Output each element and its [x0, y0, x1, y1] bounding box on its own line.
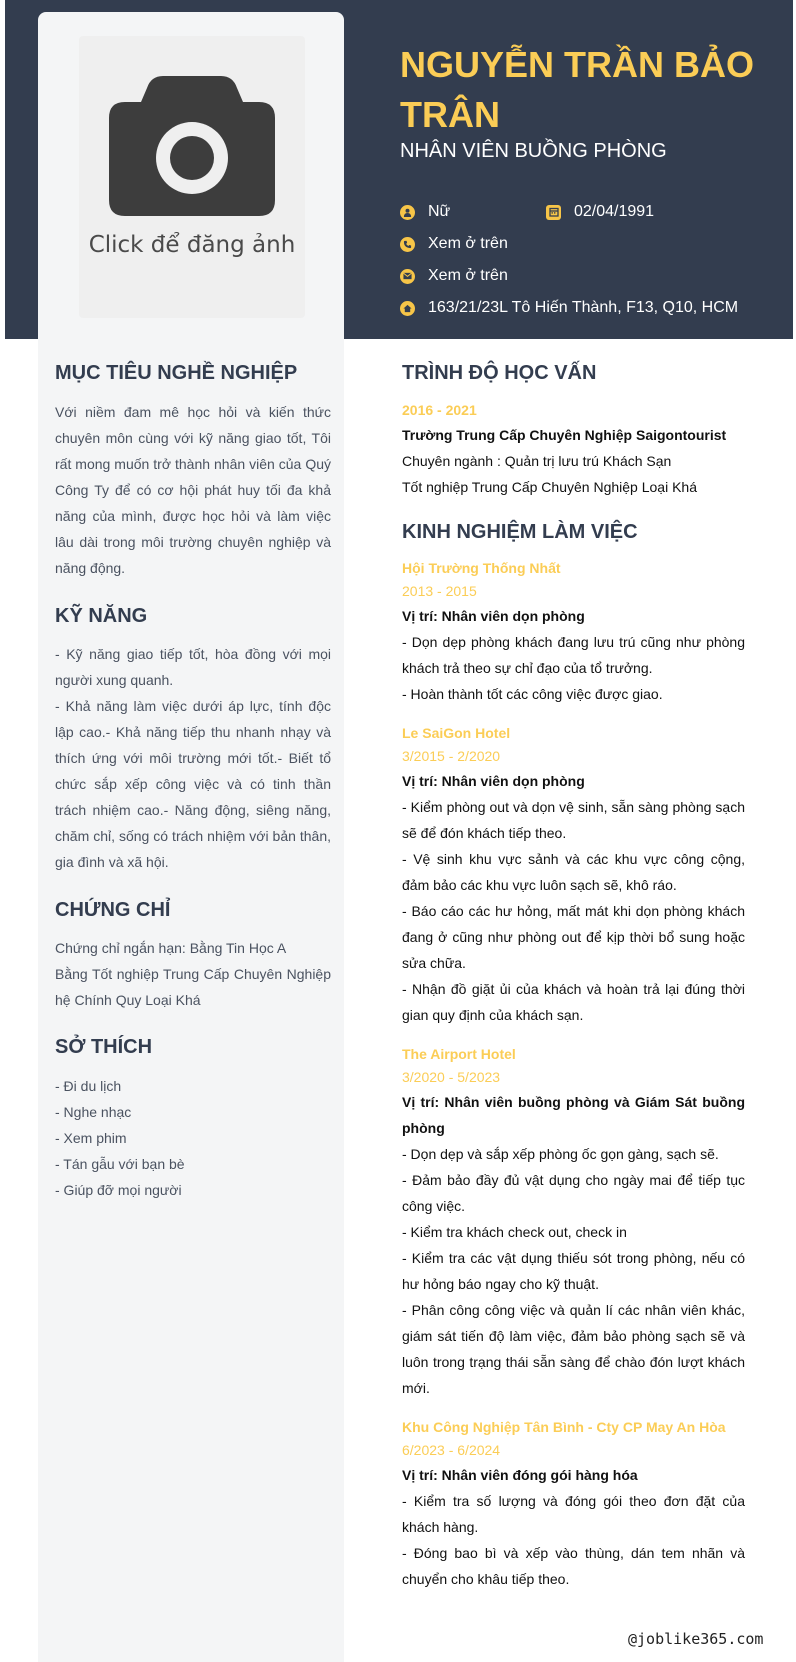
- job-duty: - Dọn dẹp và sắp xếp phòng ốc gọn gàng, sạch sẽ.: [402, 1146, 719, 1162]
- education-block: [402, 399, 745, 500]
- skills-title: KỸ NĂNG: [55, 605, 148, 627]
- job-period: 2013 - 2015: [402, 583, 477, 599]
- camera-icon: [107, 74, 277, 222]
- job-title: NHÂN VIÊN BUỒNG PHÒNG: [400, 140, 667, 162]
- job-duty: - Kiểm phòng out và dọn vệ sinh, sẵn sàng phòng sạch sẽ để đón khách tiếp theo.: [402, 799, 745, 841]
- skills-list: [55, 641, 331, 875]
- skill-item: - Khả năng làm việc dưới áp lực, tính độc lập cao.- Khả năng tiếp thu nhanh nhạy và thích ứng với môi trường mới tốt.- Biết tổ chức sắp xếp công việc và có tinh thần trách nhiệm cao.- Năng động, siêng năng, chăm chỉ, sống có trách nhiệm với bản thân, gia đình và xã hội.: [55, 698, 331, 870]
- calendar-icon: [546, 205, 561, 220]
- job-duty: - Dọn dẹp phòng khách đang lưu trú cũng như phòng khách trả theo sự chỉ đạo của tổ trưởng.: [402, 634, 745, 676]
- hobby-item: - Đi du lịch: [55, 1078, 122, 1094]
- job-duty: - Báo cáo các hư hỏng, mất mát khi dọn phòng khách đang ở cũng như phòng out để kịp thời bổ sung hoặc sửa chữa.: [402, 903, 745, 971]
- birthday-info: [546, 203, 654, 221]
- job-role: Vị trí: Nhân viên dọn phòng: [402, 608, 585, 624]
- email-value: Xem ở trên: [428, 267, 508, 284]
- job-role: Vị trí: Nhân viên buồng phòng và Giám Sát buồng phòng: [402, 1094, 745, 1136]
- job-company: The Airport Hotel: [402, 1046, 516, 1062]
- hobby-item: - Nghe nhạc: [55, 1104, 132, 1120]
- job-period: 3/2015 - 2/2020: [402, 748, 501, 764]
- education-major: Chuyên ngành : Quản trị lưu trú Khách Sạn: [402, 453, 672, 469]
- hobby-item: - Giúp đỡ mọi người: [55, 1182, 182, 1198]
- hobbies-list: [55, 1073, 331, 1203]
- certificate-item: Chứng chỉ ngắn hạn: Bằng Tin Học A: [55, 940, 287, 956]
- skill-item: - Kỹ năng giao tiếp tốt, hòa đồng với mọi người xung quanh.: [55, 646, 331, 688]
- envelope-icon: [400, 269, 415, 284]
- job-duty: - Đảm bảo đầy đủ vật dụng cho ngày mai để tiếp tục công việc.: [402, 1172, 745, 1214]
- job-company: Le SaiGon Hotel: [402, 725, 511, 741]
- job-duty: - Vệ sinh khu vực sảnh và các khu vực công cộng, đảm bảo các khu vực luôn sạch sẽ, khô ráo.: [402, 851, 745, 893]
- job-entry: [402, 1043, 745, 1401]
- phone-value: Xem ở trên: [428, 235, 508, 252]
- email-info: [400, 267, 508, 285]
- photo-upload-label: Click để đăng ảnh: [88, 232, 296, 258]
- job-duty: - Kiểm tra số lượng và đóng gói theo đơn đặt của khách hàng.: [402, 1493, 745, 1535]
- job-period: 6/2023 - 6/2024: [402, 1442, 501, 1458]
- phone-icon: [400, 237, 415, 252]
- job-company: Hội Trường Thống Nhất: [402, 560, 561, 576]
- address-info: [400, 299, 738, 317]
- job-entry: [402, 1416, 745, 1592]
- certificates-list: [55, 935, 331, 1013]
- job-duty: - Kiểm tra khách check out, check in: [402, 1224, 627, 1240]
- job-duty: - Đóng bao bì và xếp vào thùng, dán tem nhãn và chuyển cho khâu tiếp theo.: [402, 1545, 745, 1587]
- objective-text: [55, 399, 331, 581]
- education-result: Tốt nghiệp Trung Cấp Chuyên Nghiệp Loại Khá: [402, 479, 697, 495]
- phone-info: [400, 235, 508, 253]
- job-role: Vị trí: Nhân viên đóng gói hàng hóa: [402, 1467, 638, 1483]
- hobby-item: - Xem phim: [55, 1130, 127, 1146]
- birthday-value: 02/04/1991: [574, 203, 655, 220]
- experience-title: KINH NGHIỆM LÀM VIỆC: [402, 521, 638, 543]
- photo-upload[interactable]: [79, 36, 305, 318]
- objective-paragraph: Với niềm đam mê học hỏi và kiến thức chuyên môn cùng với kỹ năng giao tốt, Tôi rất mong muốn trở thành nhân viên của Quý Công Ty để có cơ hội phát huy tối đa khả năng của mình, được học hỏi và làm việc lâu dài trong môi trường chuyên nghiệp và năng động.: [55, 404, 331, 576]
- objective-title: MỤC TIÊU NGHỀ NGHIỆP: [55, 362, 298, 384]
- gender-info: [400, 203, 450, 221]
- watermark-footer: @joblike365.com: [628, 1630, 764, 1648]
- education-school: Trường Trung Cấp Chuyên Nghiệp Saigontourist: [402, 427, 727, 443]
- job-duty: - Hoàn thành tốt các công việc được giao.: [402, 686, 663, 702]
- address-value: 163/21/23L Tô Hiến Thành, F13, Q10, HCM: [428, 299, 739, 316]
- user-icon: [400, 205, 415, 220]
- certificate-item: Bằng Tốt nghiệp Trung Cấp Chuyên Nghiệp hệ Chính Quy Loại Khá: [55, 966, 331, 1008]
- gender-value: Nữ: [428, 203, 451, 220]
- hobby-item: - Tán gẫu với bạn bè: [55, 1156, 185, 1172]
- education-period: 2016 - 2021: [402, 402, 477, 418]
- certificates-title: CHỨNG CHỈ: [55, 899, 171, 921]
- hobbies-title: SỞ THÍCH: [55, 1036, 153, 1058]
- job-entry: [402, 722, 745, 1028]
- job-company: Khu Công Nghiệp Tân Bình - Cty CP May An Hòa: [402, 1419, 726, 1435]
- home-icon: [400, 301, 415, 316]
- candidate-name: NGUYỄN TRẦN BẢO TRÂN: [400, 44, 755, 135]
- job-duty: - Nhận đồ giặt ủi của khách và hoàn trả lại đúng thời gian quy định của khách sạn.: [402, 981, 745, 1023]
- education-title: TRÌNH ĐỘ HỌC VẤN: [402, 362, 597, 384]
- job-period: 3/2020 - 5/2023: [402, 1069, 501, 1085]
- job-duty: - Kiểm tra các vật dụng thiếu sót trong phòng, nếu có hư hỏng báo ngay cho kỹ thuật.: [402, 1250, 745, 1292]
- job-entry: [402, 557, 745, 707]
- job-role: Vị trí: Nhân viên dọn phòng: [402, 773, 585, 789]
- job-duty: - Phân công công việc và quản lí các nhân viên khác, giám sát tiến độ làm việc, đảm bảo phòng sạch sẽ và luôn trong trạng thái sẵn sàng để chào đón lượt khách mới.: [402, 1302, 745, 1396]
